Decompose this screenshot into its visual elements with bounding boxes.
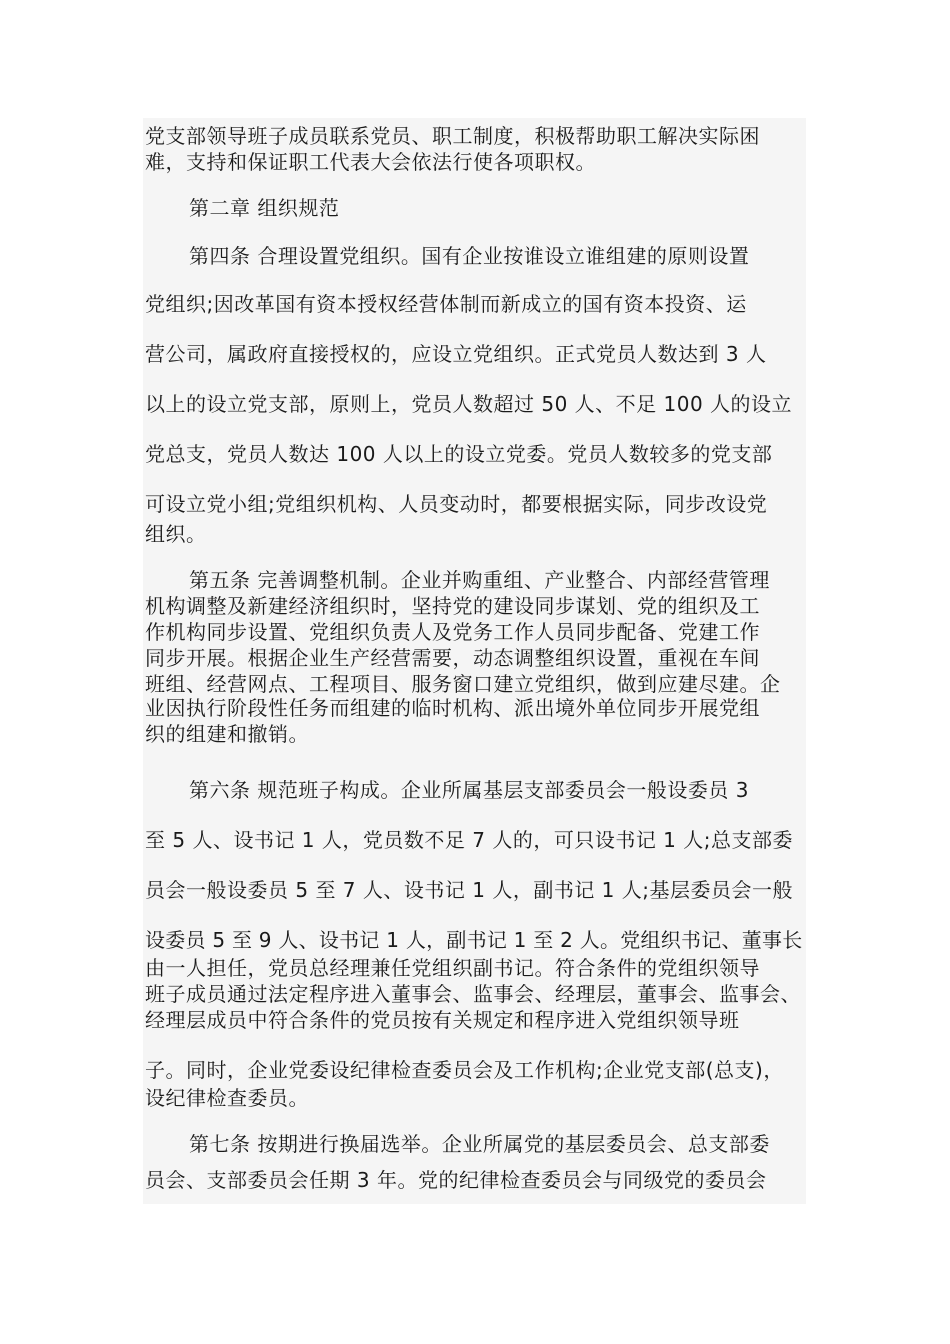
article-6-line: 子。同时，企业党委设纪律检查委员会及工作机构;企业党支部(总支)， — [145, 1058, 784, 1082]
article-5-line: 作机构同步设置、党组织负责人及党务工作人员同步配备、党建工作 — [145, 620, 760, 644]
article-5-line: 同步开展。根据企业生产经营需要，动态调整组织设置，重视在车间 — [145, 646, 760, 670]
article-4-line: 营公司，属政府直接授权的，应设立党组织。正式党员人数达到 3 人 — [145, 342, 767, 366]
article-6-line: 由一人担任，党员总经理兼任党组织副书记。符合条件的党组织领导 — [145, 956, 760, 980]
article-5-line: 第五条 完善调整机制。企业并购重组、产业整合、内部经营管理 — [189, 568, 770, 592]
article-6-line: 设纪律检查委员。 — [145, 1086, 309, 1110]
article-6-line: 第六条 规范班子构成。企业所属基层支部委员会一般设委员 3 — [189, 778, 749, 802]
article-7-line: 员会、支部委员会任期 3 年。党的纪律检查委员会与同级党的委员会 — [145, 1168, 767, 1192]
chapter-heading: 第二章 组织规范 — [189, 196, 340, 220]
article-6-line: 设委员 5 至 9 人、设书记 1 人，副书记 1 至 2 人。党组织书记、董事长 — [145, 928, 803, 952]
article-4-line: 组织。 — [145, 522, 207, 546]
text-line: 党支部领导班子成员联系党员、职工制度，积极帮助职工解决实际困 — [145, 124, 760, 148]
article-7-line: 第七条 按期进行换届选举。企业所属党的基层委员会、总支部委 — [189, 1132, 770, 1156]
document-text-block — [143, 118, 806, 1204]
article-6-line: 班子成员通过法定程序进入董事会、监事会、经理层，董事会、监事会、 — [145, 982, 801, 1006]
article-4-line: 以上的设立党支部，原则上，党员人数超过 50 人、不足 100 人的设立 — [145, 392, 793, 416]
article-5-line: 班组、经营网点、工程项目、服务窗口建立党组织，做到应建尽建。企 — [145, 672, 781, 696]
article-5-line: 机构调整及新建经济组织时，坚持党的建设同步谋划、党的组织及工 — [145, 594, 760, 618]
article-4-line: 第四条 合理设置党组织。国有企业按谁设立谁组建的原则设置 — [189, 244, 750, 268]
article-4-line: 可设立党小组;党组织机构、人员变动时，都要根据实际，同步改设党 — [145, 492, 768, 516]
article-5-line: 织的组建和撤销。 — [145, 722, 309, 746]
text-line: 难，支持和保证职工代表大会依法行使各项职权。 — [145, 150, 596, 174]
article-5-line: 业因执行阶段性任务而组建的临时机构、派出境外单位同步开展党组 — [145, 696, 760, 720]
article-4-line: 党组织;因改革国有资本授权经营体制而新成立的国有资本投资、运 — [145, 292, 747, 316]
article-6-line: 员会一般设委员 5 至 7 人、设书记 1 人，副书记 1 人;基层委员会一般 — [145, 878, 793, 902]
article-6-line: 至 5 人、设书记 1 人，党员数不足 7 人的，可只设书记 1 人;总支部委 — [145, 828, 793, 852]
article-4-line: 党总支，党员人数达 100 人以上的设立党委。党员人数较多的党支部 — [145, 442, 773, 466]
article-6-line: 经理层成员中符合条件的党员按有关规定和程序进入党组织领导班 — [145, 1008, 740, 1032]
